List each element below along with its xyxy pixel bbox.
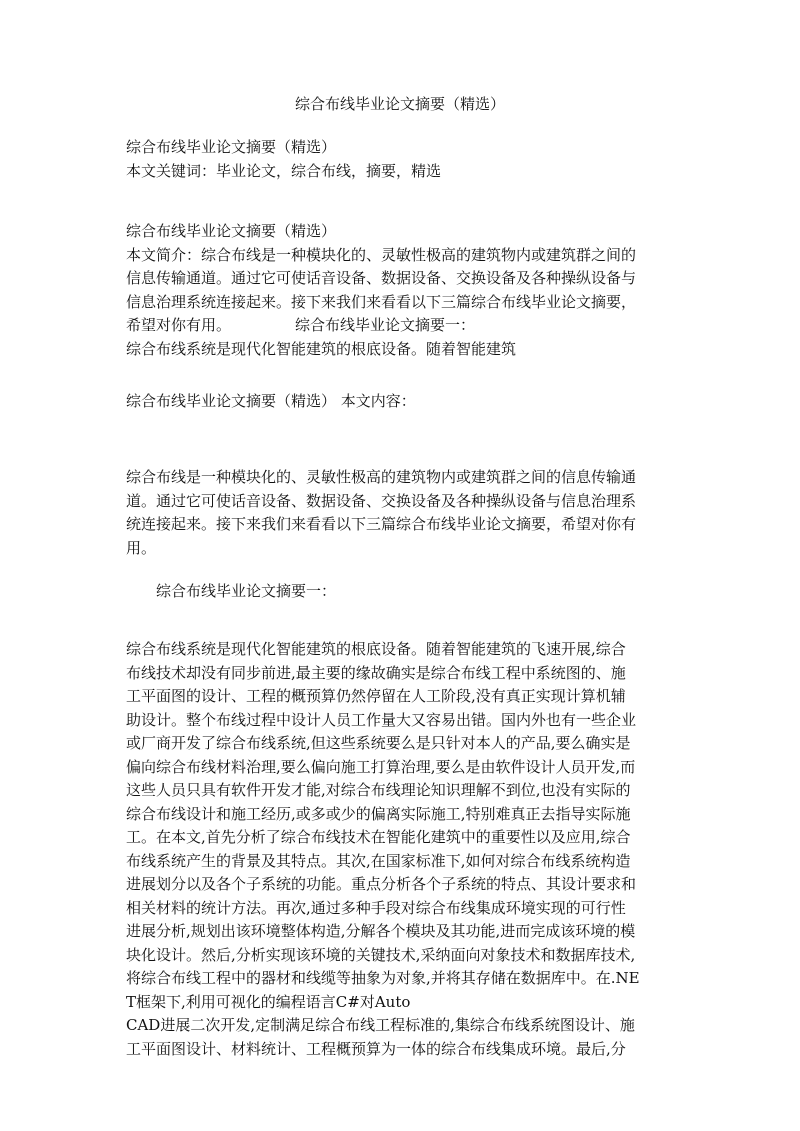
paragraph-2-line: 进展划分以及各个子系统的功能。重点分析各个子系统的特点、其设计要求和 [126, 875, 637, 893]
section-heading: 综合布线毕业论文摘要一： [156, 582, 337, 600]
paragraph-2-line: 工平面图的设计、工程的概预算仍然停留在人工阶段,没有真正实现计算机辅 [126, 687, 626, 705]
intro-block [126, 220, 674, 361]
paragraph-1-line: 道。通过它可使话音设备、数据设备、交换设备及各种操纵设备与信息治理系 [126, 491, 637, 510]
intro-heading: 综合布线毕业论文摘要（精选） [126, 222, 337, 240]
content-heading [126, 390, 674, 414]
intro-line-2: 信息传输通道。通过它可使话音设备、数据设备、交换设备及各种操纵设备与 [126, 269, 637, 287]
paragraph-2-line: 综合布线系统是现代化智能建筑的根底设备。随着智能建筑的飞速开展,综合 [126, 640, 626, 658]
paragraph-2-line: 或厂商开发了综合布线系统,但这些系统要么是只针对本人的产品,要么确实是 [126, 734, 631, 752]
paragraph-2-line: 将综合布线工程中的器材和线缆等抽象为对象,并将其存储在数据库中。在.NE [126, 969, 640, 987]
keywords-line: 本文关键词：毕业论文，综合布线，摘要，精选 [126, 161, 442, 180]
intro-line-5: 综合布线系统是现代化智能建筑的根底设备。随着智能建筑 [126, 339, 517, 358]
paragraph-2-line: 布线技术却没有同步前进,最主要的缘故确实是综合布线工程中系统图的、施 [126, 663, 626, 682]
paragraph-2-line: T框架下,利用可视化的编程语言C#对Auto [126, 992, 411, 1011]
document-title: 综合布线毕业论文摘要（精选） [294, 95, 505, 113]
paragraph-2-line: 相关材料的统计方法。再次,通过多种手段对综合布线集成环境实现的可行性 [126, 898, 626, 917]
intro-line-3: 信息治理系统连接起来。接下来我们来看看以下三篇综合布线毕业论文摘要， [126, 292, 637, 311]
paragraph-2-line: 进展分析,规划出该环境整体构造,分解各个模块及其功能,进而完成该环境的模 [126, 922, 636, 940]
header-block [126, 136, 674, 183]
paragraph-1-line: 统连接起来。接下来我们来看看以下三篇综合布线毕业论文摘要，希望对你有 [126, 515, 637, 533]
intro-line-4a: 希望对你有用。 [126, 316, 232, 334]
content-heading-text: 综合布线毕业论文摘要（精选） 本文内容： [126, 392, 416, 410]
paragraph-2-line: 这些人员只具有软件开发才能,对综合布线理论知识理解不到位,也没有实际的 [126, 781, 631, 799]
intro-line-1: 本文简介：综合布线是一种模块化的、灵敏性极高的建筑物内或建筑群之间的 [126, 245, 637, 264]
paragraph-2-line: 综合布线设计和施工经历,或多或少的偏离实际施工,特别难真正去指导实际施 [126, 804, 631, 823]
paragraph-2-line: 块化设计。然后,分析实现该环境的关键技术,采纳面向对象技术和数据库技术, [126, 945, 636, 964]
paragraph-2-line: 偏向综合布线材料治理,要么偏向施工打算治理,要么是由软件设计人员开发,而 [126, 757, 636, 776]
header-title-line: 综合布线毕业论文摘要（精选） [126, 138, 337, 156]
paragraph-2-line: CAD进展二次开发,定制满足综合布线工程标准的,集综合布线系统图设计、施 [126, 1016, 635, 1034]
paragraph-2-line: 工。在本文,首先分析了综合布线技术在智能化建筑中的重要性以及应用,综合 [126, 828, 631, 846]
paragraph-2 [126, 638, 674, 1061]
paragraph-2-line: 助设计。整个布线过程中设计人员工作量大又容易出错。国内外也有一些企业 [126, 710, 637, 729]
paragraph-1 [126, 466, 674, 560]
intro-line-4 [126, 314, 674, 338]
paragraph-1-line: 综合布线是一种模块化的、灵敏性极高的建筑物内或建筑群之间的信息传输通 [126, 468, 637, 486]
paragraph-1-line: 用。 [126, 538, 157, 557]
paragraph-2-line: 工平面图设计、材料统计、工程概预算为一体的综合布线集成环境。最后,分 [126, 1039, 626, 1058]
intro-line-4b: 综合布线毕业论文摘要一： [295, 316, 476, 334]
paragraph-2-line: 布线系统产生的背景及其特点。其次,在国家标准下,如何对综合布线系统构造 [126, 851, 631, 870]
